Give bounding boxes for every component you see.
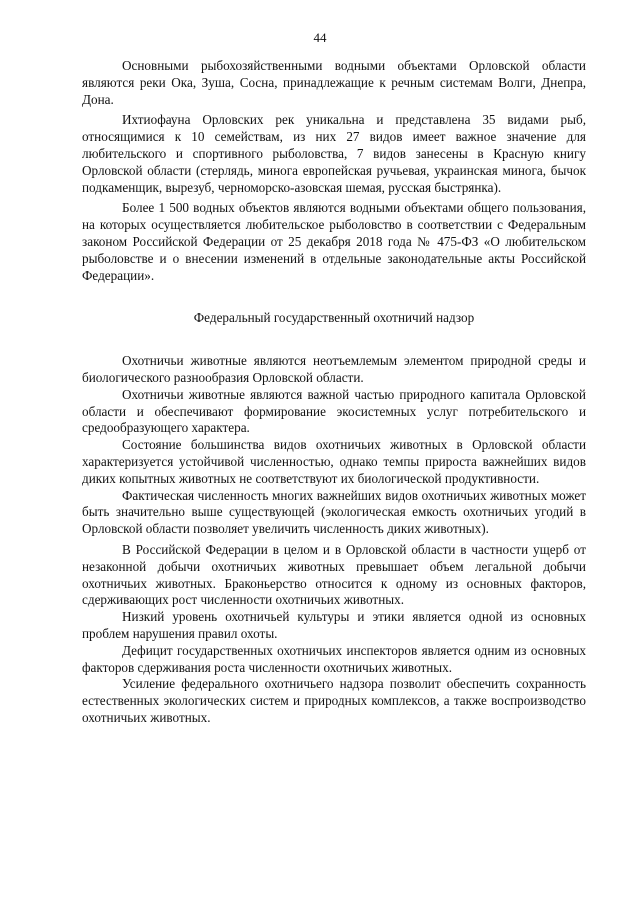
paragraph-strengthening-supervision: Усиление федерального охотничьего надзора позволит обеспечить сохранность естественных экологических систем и природных комплексов, а также воспроизводство охотничьих животных. [82, 676, 586, 725]
section-title-hunting-supervision: Федеральный государственный охотничий надзор [193, 310, 475, 326]
paragraph-fishery-water-bodies: Основными рыбохозяйственными водными объектами Орловской области являются реки Ока, Зуша, Сосна, принадлежащие к речным системам Волги, Днепра, Дона. [82, 58, 586, 107]
paragraph-hunting-culture: Низкий уровень охотничьей культуры и этики является одной из основных проблем нарушения правил охоты. [82, 609, 586, 641]
paragraph-ichthyofauna: Ихтиофауна Орловских рек уникальна и представлена 35 видами рыб, относящимися к 10 семействам, из них 27 видов имеет важное значение для любительского и спортивного рыболовства, 7 видов занесены в Красную книгу Орловской области (стерлядь, минога европейская ручьевая, украинская минога, бычок подкаменщик, вырезуб, черноморско-азовская шемая, русская быстрянка). [82, 112, 586, 195]
paragraph-public-water-bodies: Более 1 500 водных объектов являются водными объектами общего пользования, на которых осуществляется любительское рыболовство в соответствии с Федеральным законом Российской Федерации от 25 декабря 2018 года № 475-ФЗ «О любительском рыболовстве и о внесении изменений в отдельные законодательные акты Российской Федерации». [82, 200, 586, 283]
paragraph-poaching: В Российской Федерации в целом и в Орловской области в частности ущерб от незаконной добычи охотничьих животных превышает объем легальной добычи охотничьих животных. Браконьерство относится к одному из основных факторов, сдерживающих рост численности охотничьих животных. [82, 541, 586, 608]
paragraph-hunting-animals-environment: Охотничьи животные являются неотъемлемым элементом природной среды и биологического разнообразия Орловской области. [82, 353, 586, 385]
page-number: 44 [313, 30, 327, 45]
page-body [82, 58, 586, 727]
paragraph-actual-population: Фактическая численность многих важнейших видов охотничьих животных может быть значительно выше существующей (экологическая емкость охотничьих угодий в Орловской области позволяет увеличить численность диких животных). [82, 487, 586, 537]
paragraph-natural-capital: Охотничьи животные являются важной частью природного капитала Орловской области и обеспечивают формирование экосистемных услуг потребительского и средообразующего характера. [82, 386, 586, 436]
paragraph-inspector-deficit: Дефицит государственных охотничьих инспекторов является одним из основных факторов сдерживания роста численности охотничьих животных. [82, 642, 586, 675]
paragraph-population-state: Состояние большинства видов охотничьих животных в Орловской области характеризуется устойчивой численностью, однако темпы прироста важнейших видов диких копытных животных не соответствуют их биологической продуктивности. [82, 437, 586, 486]
